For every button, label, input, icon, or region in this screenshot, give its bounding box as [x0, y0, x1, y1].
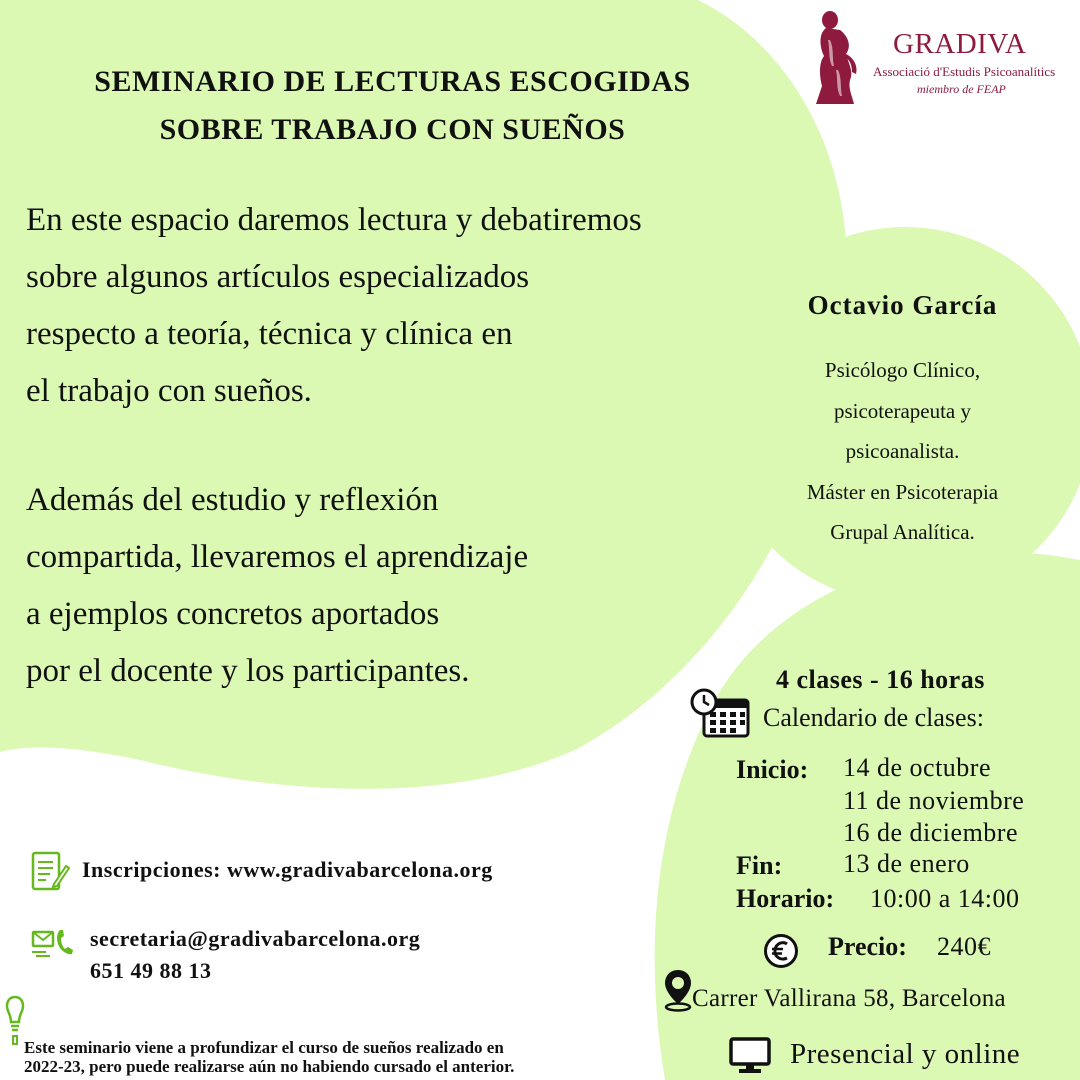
teacher-desc-line: Máster en Psicoterapia: [806, 479, 999, 504]
location-pin-icon: [662, 968, 694, 1012]
date-item: 16 de diciembre: [843, 818, 1018, 847]
intro-paragraph: [26, 192, 642, 420]
note-line: Este seminario viene a profundizar el curso de sueños realizado en: [24, 1038, 504, 1057]
intro-line: el trabajo con sueños.: [26, 373, 312, 409]
teacher-description: [740, 350, 1065, 553]
teacher-desc-line: Grupal Analítica.: [830, 520, 975, 544]
fin-label: Fin:: [736, 851, 783, 880]
precio-value: 240€: [937, 932, 991, 961]
monitor-icon: [728, 1036, 772, 1076]
logo-subtitle: Associació d'Estudis Psicoanalítics: [873, 64, 1056, 79]
phone-number: 651 49 88 13: [90, 958, 212, 983]
teacher-name: Octavio García: [807, 290, 998, 320]
horario-value: 10:00 a 14:00: [870, 884, 1020, 913]
contact-icon: [30, 924, 76, 960]
classes-summary: 4 clases - 16 horas: [776, 665, 985, 694]
logo-member: miembro de FEAP: [917, 82, 1006, 96]
teacher-desc-line: Psicólogo Clínico,: [824, 358, 981, 382]
intro-line: En este espacio daremos lectura y debatiremos: [26, 202, 642, 238]
study-paragraph: [26, 472, 528, 700]
date-item: 11 de noviembre: [843, 786, 1025, 815]
form-icon: [30, 850, 70, 894]
logo-name: GRADIVA: [893, 28, 1027, 60]
study-line: Además del estudio y reflexión: [26, 482, 439, 518]
address: Carrer Vallirana 58, Barcelona: [692, 985, 1006, 1012]
horario-label: Horario:: [736, 884, 835, 913]
title-line: SOBRE TRABAJO CON SUEÑOS: [159, 113, 626, 146]
calendar-clock-icon: [690, 688, 752, 738]
inscripciones-link[interactable]: Inscripciones: www.gradivabarcelona.org: [82, 857, 493, 882]
teacher-desc-line: psicoterapeuta y: [833, 398, 972, 423]
intro-line: sobre algunos artículos especializados: [26, 259, 530, 295]
seminar-note: [24, 1038, 514, 1076]
inicio-label: Inicio:: [736, 755, 809, 784]
study-line: compartida, llevaremos el aprendizaje: [26, 539, 529, 575]
calendar-label: Calendario de clases:: [763, 703, 984, 732]
date-item: 13 de enero: [843, 849, 970, 878]
intro-line: respecto a teoría, técnica y clínica en: [26, 316, 513, 352]
page-title: [0, 58, 785, 154]
date-item: 14 de octubre: [843, 753, 992, 782]
modality: Presencial y online: [790, 1038, 1021, 1070]
statue-logo-icon: [808, 8, 866, 106]
teacher-desc-line: psicoanalista.: [845, 439, 960, 463]
email-link[interactable]: secretaria@gradivabarcelona.org: [90, 926, 421, 951]
note-line: 2022-23, pero puede realizarse aún no habiendo cursado el anterior.: [24, 1057, 515, 1076]
study-line: por el docente y los participantes.: [26, 653, 470, 689]
precio-label: Precio:: [828, 932, 907, 961]
euro-icon: [763, 933, 799, 969]
lightbulb-icon: [4, 994, 26, 1048]
title-line: SEMINARIO DE LECTURAS ESCOGIDAS: [94, 65, 691, 98]
study-line: a ejemplos concretos aportados: [26, 596, 440, 632]
